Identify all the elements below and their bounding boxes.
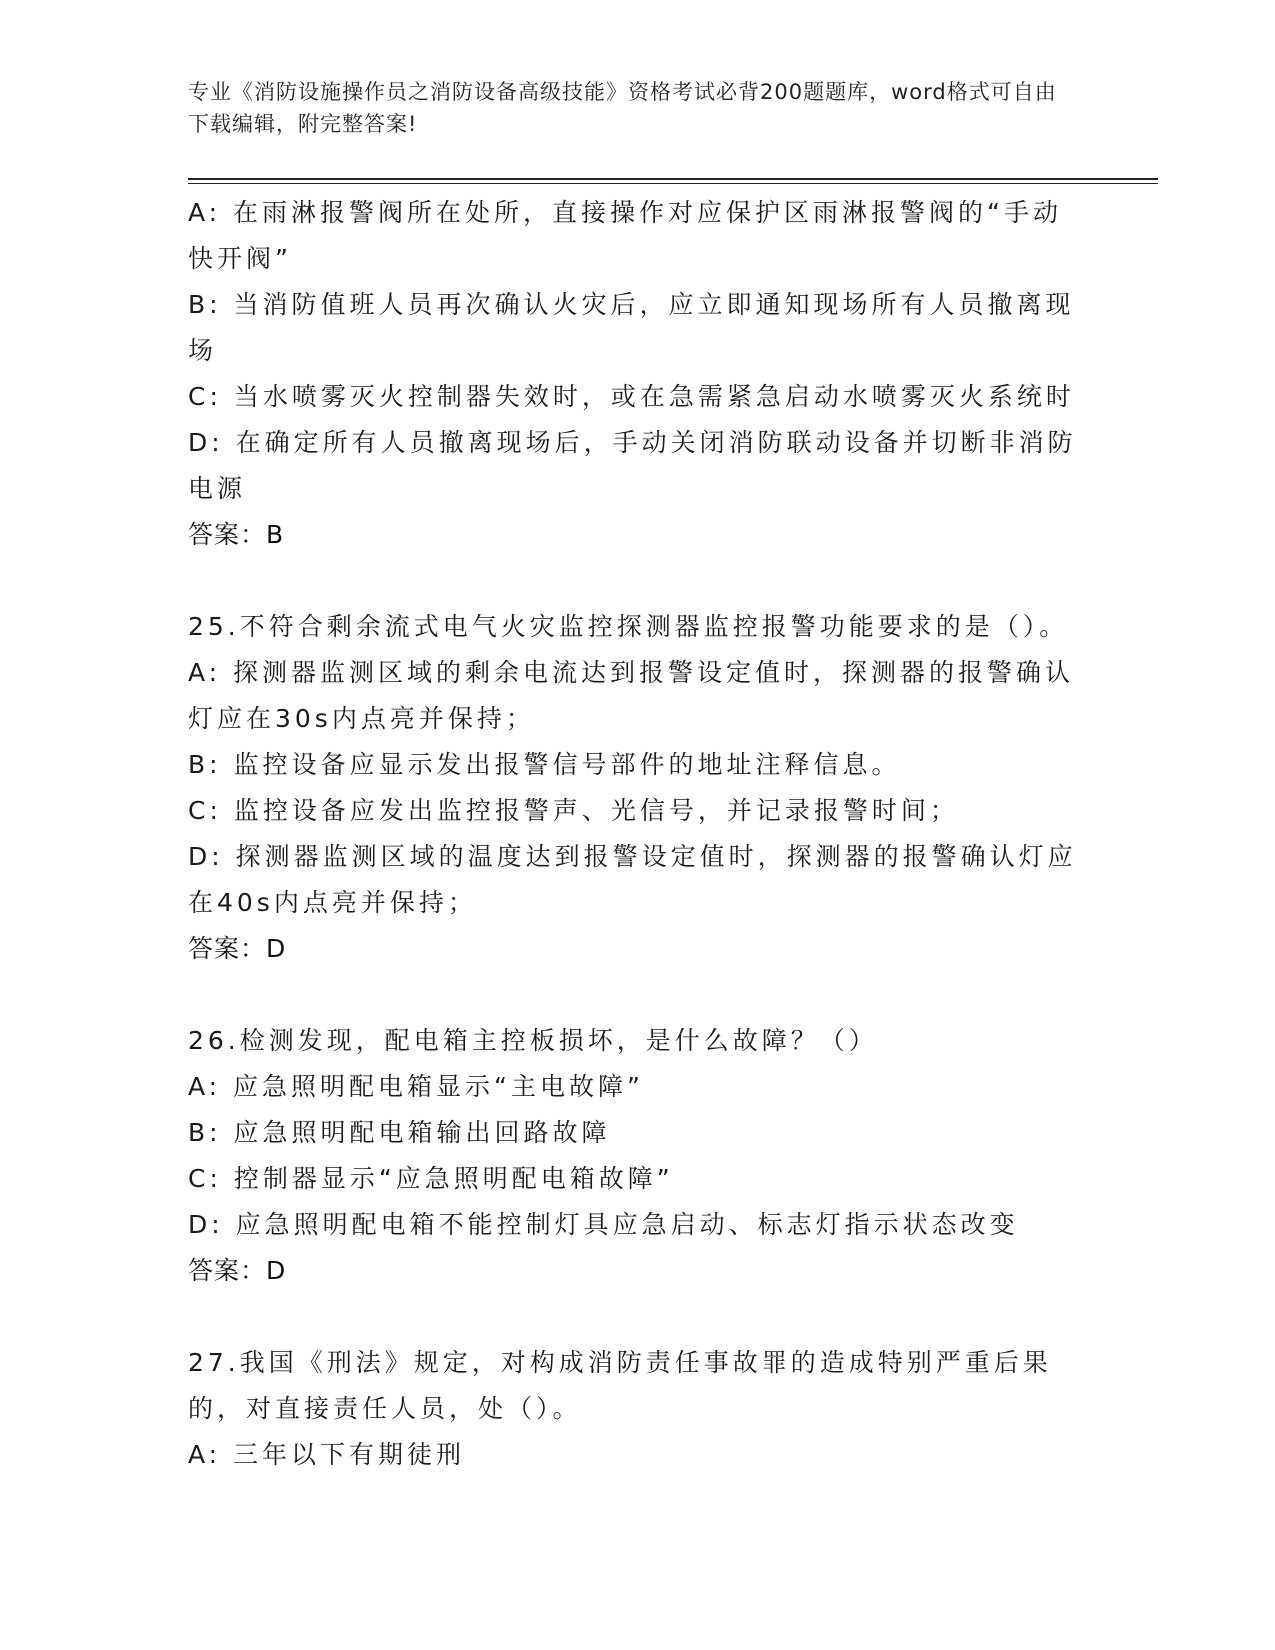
answer-text: 答案：D — [188, 934, 287, 963]
question-26-block — [188, 1018, 1078, 1294]
option-b: B: 应急照明配电箱输出回路故障 — [188, 1118, 611, 1147]
question-24-block — [188, 190, 1078, 558]
option-d: D: 在确定所有人员撤离现场后，手动关闭消防联动设备并切断非消防电源 — [188, 428, 1077, 503]
option-d: D: 应急照明配电箱不能控制灯具应急启动、标志灯指示状态改变 — [188, 1210, 1019, 1239]
option-c: C: 监控设备应发出监控报警声、光信号，并记录报警时间； — [188, 796, 959, 825]
document-header: 专业《消防设施操作员之消防设备高级技能》资格考试必背200题题库，word格式可自由下载编辑，附完整答案! — [188, 80, 1057, 136]
question-27-block — [188, 1340, 1078, 1478]
option-a: A: 应急照明配电箱显示“主电故障” — [188, 1072, 644, 1101]
option-b: B: 当消防值班人员再次确认火灾后，应立即通知现场所有人员撤离现场 — [188, 290, 1075, 365]
option-a: A: 在雨淋报警阀所在处所，直接操作对应保护区雨淋报警阀的“手动快开阀” — [188, 198, 1062, 273]
option-c: C: 控制器显示“应急照明配电箱故障” — [188, 1164, 674, 1193]
option-a: A: 探测器监测区域的剩余电流达到报警设定值时，探测器的报警确认灯应在30s内点亮并保持； — [188, 658, 1075, 733]
header-rule-thin — [188, 183, 1158, 184]
question-25-block — [188, 604, 1078, 972]
answer-text: 答案：B — [188, 520, 285, 549]
option-d: D: 探测器监测区域的温度达到报警设定值时，探测器的报警确认灯应在40s内点亮并保持； — [188, 842, 1077, 917]
option-b: B: 监控设备应显示发出报警信号部件的地址注释信息。 — [188, 750, 901, 779]
question-text: 25.不符合剩余流式电气火灾监控探测器监控报警功能要求的是（）。 — [188, 612, 1069, 641]
option-c: C: 当水喷雾灭火控制器失效时，或在急需紧急启动水喷雾灭火系统时 — [188, 382, 1075, 411]
question-text: 27.我国《刑法》规定，对构成消防责任事故罪的造成特别严重后果的，对直接责任人员，处（）。 — [188, 1348, 1052, 1423]
spacer — [188, 972, 1078, 1018]
question-content — [188, 190, 1078, 1478]
answer-text: 答案：D — [188, 1256, 287, 1285]
header-rule-thick — [188, 178, 1158, 180]
question-text: 26.检测发现，配电箱主控板损坏，是什么故障？（） — [188, 1026, 878, 1055]
option-a: A: 三年以下有期徒刑 — [188, 1440, 466, 1469]
spacer — [188, 1294, 1078, 1340]
spacer — [188, 558, 1078, 604]
